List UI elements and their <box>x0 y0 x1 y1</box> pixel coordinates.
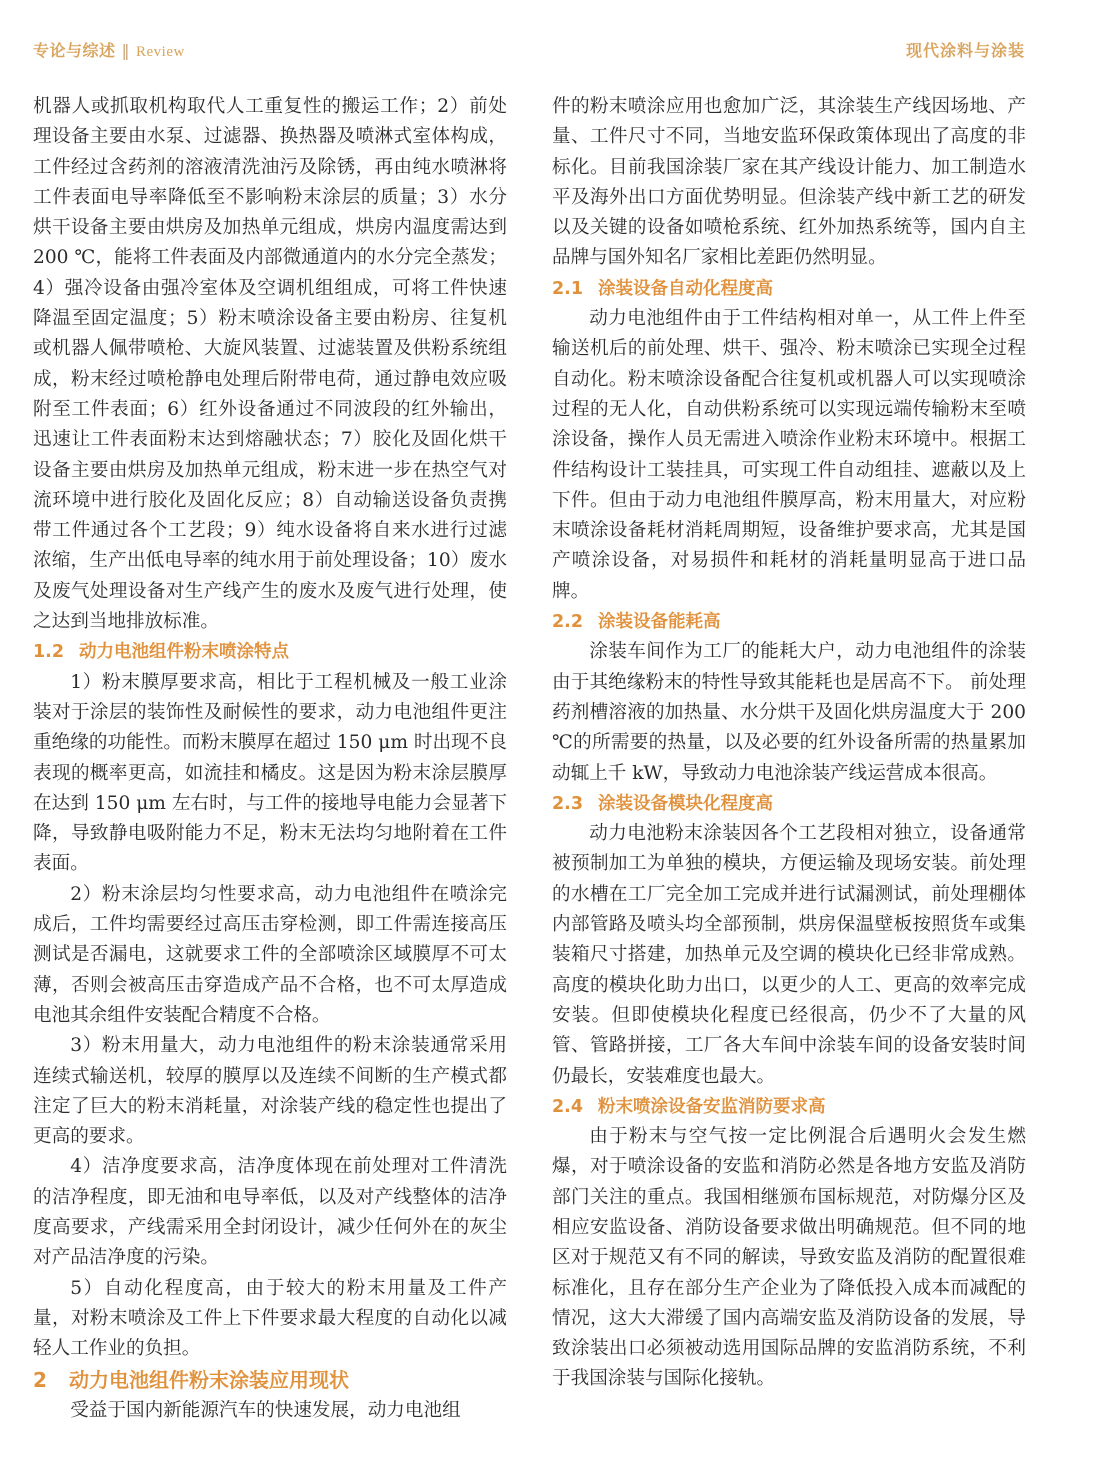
paragraph: 1）粉末膜厚要求高，相比于工程机械及一般工业涂装对于涂层的装饰性及耐候性的要求，动力电池组件更注重绝缘的功能性。而粉末膜厚在超过 150 μm 时出现不良表现的概率更高，如流挂和橘皮。这是因为粉末涂层膜厚在达到 150 μm 左右时，与工件的接地导电能力会显著下降，导致静电吸附能力不足，粉末无法均匀地附着在工件表面。 <box>33 671 507 875</box>
section-heading-2-2 <box>552 607 1026 637</box>
section-title-en: Review <box>136 44 185 60</box>
paragraph: 3）粉末用量大，动力电池组件的粉末涂装通常采用连续式输送机，较厚的膜厚以及连续不间断的生产模式都注定了巨大的粉末消耗量，对涂装产线的稳定性也提出了更高的要求。 <box>33 1035 507 1148</box>
paragraph: 涂装车间作为工厂的能耗大户，动力电池组件的涂装由于其绝缘粉末的特性导致其能耗也是居高不下。 前处理药剂槽溶液的加热量、水分烘干及固化烘房温度大于 200 ℃的所需要的热量，以及必要的红外设备所需的热量累加动辄上千 kW，导致动力电池涂装产线运营成本很高。 <box>552 641 1026 784</box>
section-title: 涂装设备模块化程度高 <box>598 793 773 814</box>
paragraph: 机器人或抓取机构取代人工重复性的搬运工作；2）前处理设备主要由水泵、过滤器、换热器及喷淋式室体构成，工件经过含药剂的溶液清洗油污及除锈，再由纯水喷淋将工件表面电导率降低至不影响粉末涂层的质量；3）水分烘干设备主要由烘房及加热单元组成，烘房内温度需达到 200 ℃，能将工件表面及内部微通道内的水分完全蒸发；4）强冷设备由强冷室体及空调机组组成，可将工件快速降温至固定温度；5）粉末喷涂设备主要由粉房、往复机或机器人佩带喷枪、大旋风装置、过滤装置及供粉系统组成，粉末经过喷枪静电处理后附带电荷，通过静电效应吸附至工件表面；6）红外设备通过不同波段的红外输出，迅速让工件表面粉末达到熔融状态；7）胶化及固化烘干设备主要由烘房及加热单元组成，粉末进一步在热空气对流环境中进行胶化及固化反应；8）自动输送设备负责携带工件通过各个工艺段；9）纯水设备将自来水进行过滤浓缩，生产出低电导率的纯水用于前处理设备；10）废水及废气处理设备对生产线产生的废水及废气进行处理，使之达到当地排放标准。 <box>33 96 507 633</box>
paragraph: 2）粉末涂层均匀性要求高，动力电池组件在喷涂完成后，工件均需要经过高压击穿检测，即工件需连接高压测试是否漏电，这就要求工件的全部喷涂区域膜厚不可太薄，否则会被高压击穿造成产品不合格，也不可太厚造成电池其余组件安装配合精度不合格。 <box>33 883 507 1026</box>
paragraph: 5）自动化程度高，由于较大的粉末用量及工件产量，对粉末喷涂及工件上下件要求最大程度的自动化以减轻人工作业的负担。 <box>33 1277 507 1360</box>
section-number: 2.2 <box>552 612 584 633</box>
right-column <box>552 92 1026 1395</box>
journal-title: 现代涂料与涂装 <box>905 41 1025 60</box>
section-title: 涂装设备自动化程度高 <box>598 278 773 299</box>
section-number: 2.3 <box>552 793 584 814</box>
paragraph: 动力电池粉末涂装因各个工艺段相对独立，设备通常被预制加工为单独的模块，方便运输及现场安装。前处理的水槽在工厂完全加工完成并进行试漏测试，前处理棚体内部管路及喷头均全部预制，烘房保温壁板按照货车或集装箱尺寸搭建，加热单元及空调的模块化已经非常成熟。高度的模块化助力出口，以更少的人工、更高的效率完成安装。但即使模块化程度已经很高，仍少不了大量的风管、管路拼接，工厂各大车间中涂装车间的设备安装时间仍最长，安装难度也最大。 <box>552 823 1026 1087</box>
section-number: 2 <box>33 1368 47 1393</box>
paragraph: 动力电池组件由于工件结构相对单一，从工件上件至输送机后的前处理、烘干、强冷、粉末喷涂已实现全过程自动化。粉末喷涂设备配合往复机或机器人可以实现喷涂过程的无人化，自动供粉系统可以实现远端传输粉末至喷涂设备，操作人员无需进入喷涂作业粉末环境中。根据工件结构设计工装挂具，可实现工件自动组挂、遮蔽以及上下件。但由于动力电池组件膜厚高，粉末用量大，对应粉末喷涂设备耗材消耗周期短，设备维护要求高，尤其是国产喷涂设备，对易损件和耗材的消耗量明显高于进口品牌。 <box>552 308 1026 602</box>
section-title: 动力电池组件粉末涂装应用现状 <box>69 1368 349 1393</box>
paragraph: 4）洁净度要求高，洁净度体现在前处理对工件清洗的洁净程度，即无油和电导率低，以及对产线整体的洁净度高要求，产线需采用全封闭设计，减少任何外在的灰尘对产品洁净度的污染。 <box>33 1156 507 1269</box>
section-title: 粉末喷涂设备安监消防要求高 <box>598 1096 826 1117</box>
section-title: 涂装设备能耗高 <box>598 612 721 633</box>
section-heading-2 <box>33 1364 507 1396</box>
section-number: 2.1 <box>552 278 584 299</box>
section-heading-1-2 <box>33 637 507 667</box>
section-number: 2.4 <box>552 1096 584 1117</box>
left-column <box>33 92 507 1427</box>
section-title: 动力电池组件粉末喷涂特点 <box>79 642 289 663</box>
section-heading-2-3 <box>552 789 1026 819</box>
section-title-cn: 专论与综述 <box>33 41 116 60</box>
section-heading-2-4 <box>552 1092 1026 1122</box>
section-number: 1.2 <box>33 642 65 663</box>
paragraph: 受益于国内新能源汽车的快速发展，动力电池组 <box>70 1400 461 1422</box>
header-separator: ‖ <box>121 41 131 60</box>
section-heading-2-1 <box>552 274 1026 304</box>
running-header-section <box>33 38 185 61</box>
paragraph: 由于粉末与空气按一定比例混合后遇明火会发生燃爆，对于喷涂设备的安监和消防必然是各地方安监及消防部门关注的重点。我国相继颁布国标规范，对防爆分区及相应安监设备、消防设备要求做出明确规范。但不同的地区对于规范又有不同的解读，导致安监及消防的配置很难标准化，且存在部分生产企业为了降低投入成本而减配的情况，这大大滞缓了国内高端安监及消防设备的发展，导致涂装出口必须被动选用国际品牌的安监消防系统，不利于我国涂装与国际化接轨。 <box>552 1126 1026 1390</box>
paragraph: 件的粉末喷涂应用也愈加广泛，其涂装生产线因场地、产量、工件尺寸不同，当地安监环保政策体现出了高度的非标化。目前我国涂装厂家在其产线设计能力、加工制造水平及海外出口方面优势明显。但涂装产线中新工艺的研发以及关键的设备如喷枪系统、红外加热系统等，国内自主品牌与国外知名厂家相比差距仍然明显。 <box>552 96 1026 269</box>
